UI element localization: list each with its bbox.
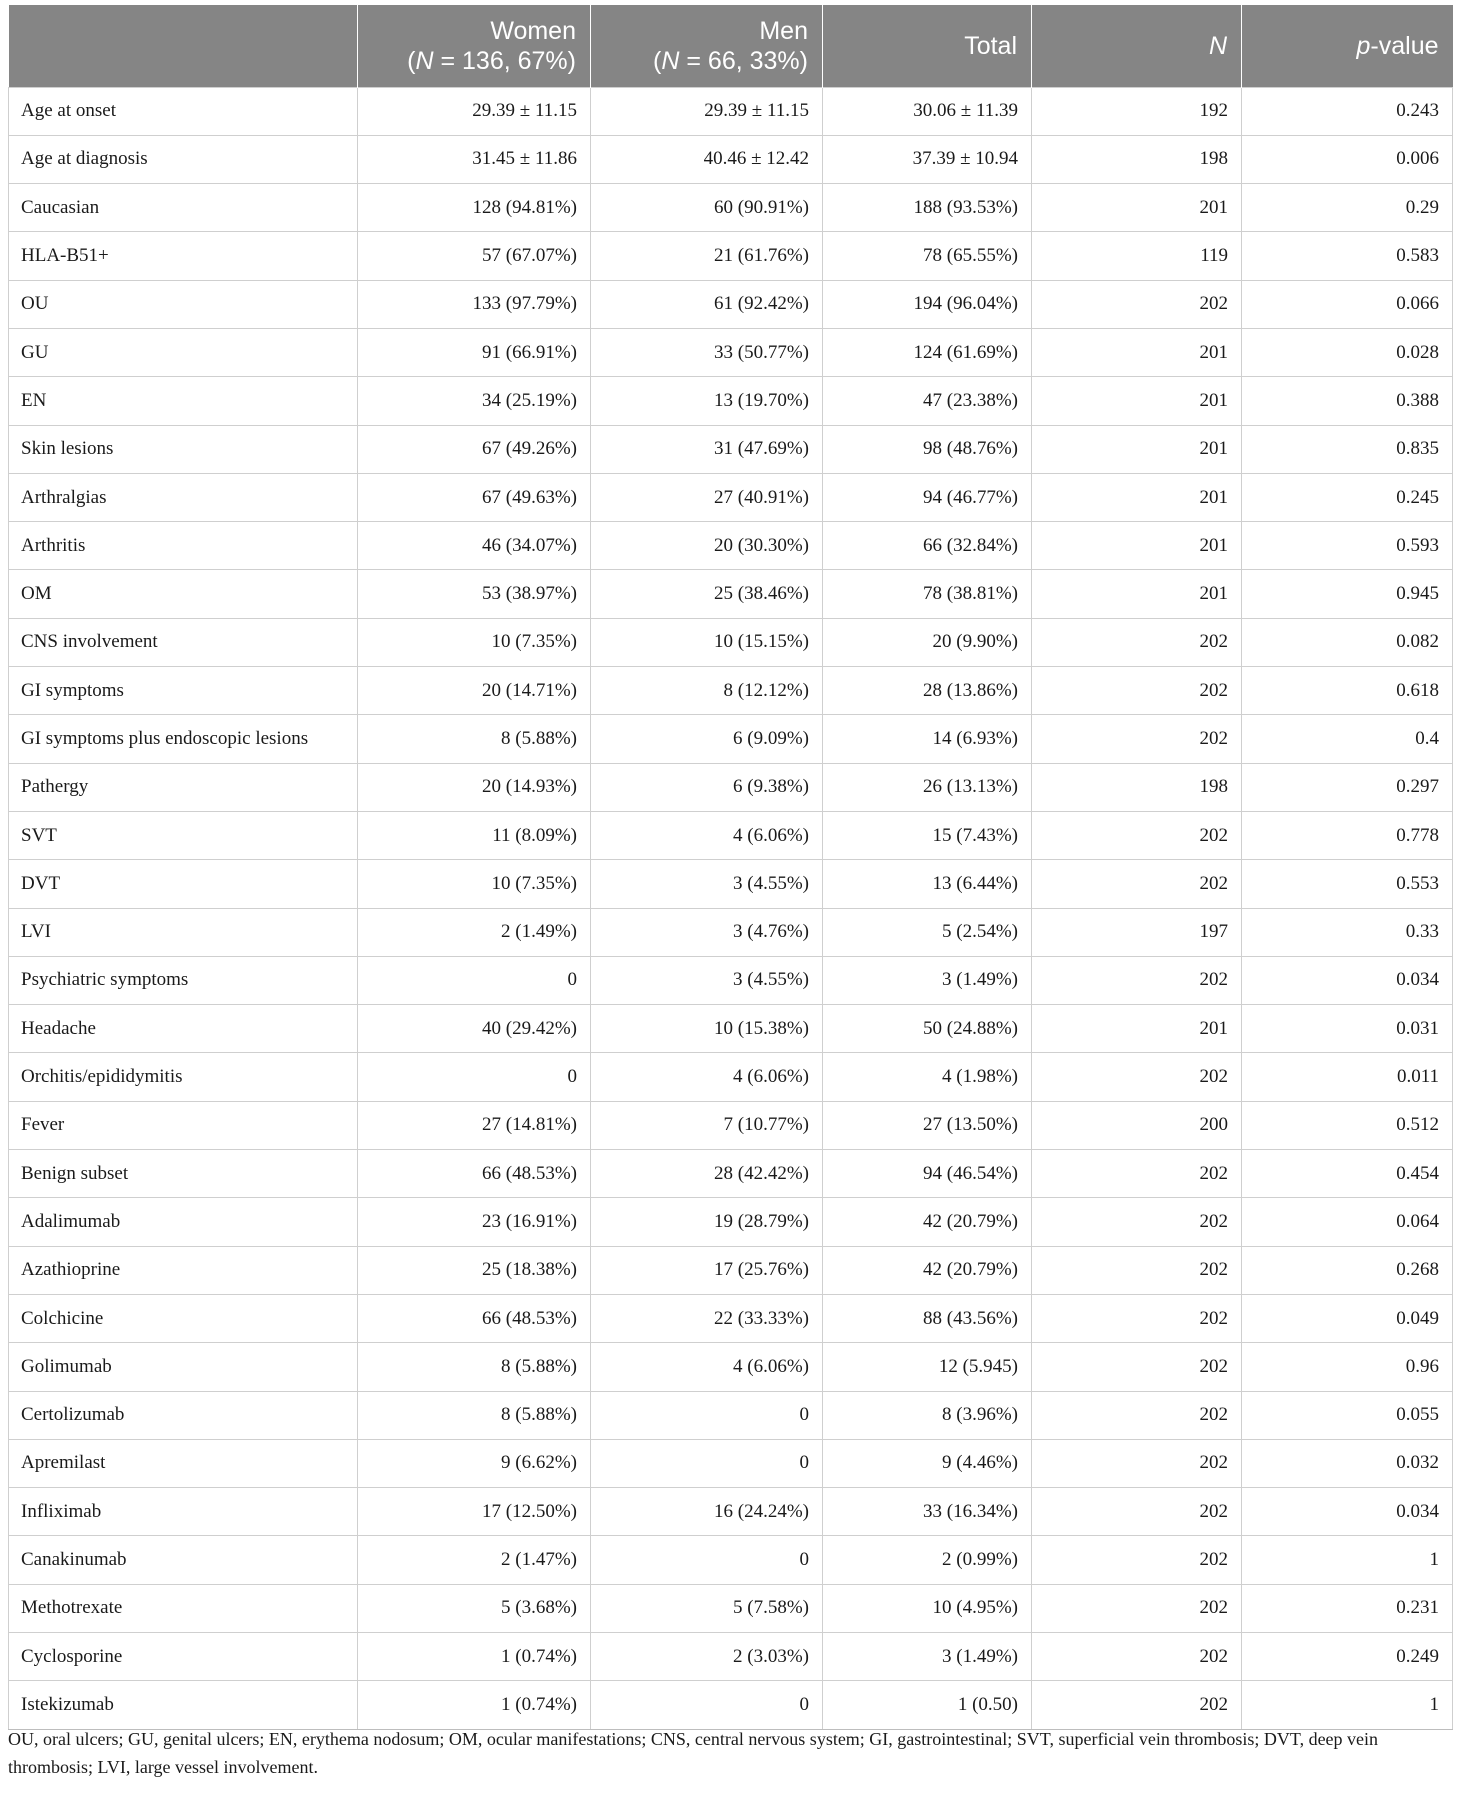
cell-women: 2 (1.47%) [358, 1536, 591, 1584]
table-row [9, 1150, 1453, 1198]
cell-men: 0 [591, 1439, 823, 1487]
cell-variable: Golimumab [9, 1343, 358, 1391]
cell-total: 50 (24.88%) [823, 1005, 1032, 1053]
table-row [9, 473, 1453, 521]
cell-variable: Colchicine [9, 1294, 358, 1342]
cell-p-value: 0.031 [1242, 1005, 1453, 1053]
cell-n: 119 [1032, 232, 1242, 280]
table-row [9, 1246, 1453, 1294]
cell-total: 28 (13.86%) [823, 667, 1032, 715]
cell-p-value: 0.388 [1242, 377, 1453, 425]
cell-total: 4 (1.98%) [823, 1053, 1032, 1101]
table-row [9, 908, 1453, 956]
cell-men: 3 (4.55%) [591, 860, 823, 908]
cell-n: 202 [1032, 1294, 1242, 1342]
table-row [9, 425, 1453, 473]
cell-n: 202 [1032, 715, 1242, 763]
table-row [9, 522, 1453, 570]
cell-variable: Cyclosporine [9, 1633, 358, 1681]
cell-men: 13 (19.70%) [591, 377, 823, 425]
cell-total: 88 (43.56%) [823, 1294, 1032, 1342]
cell-variable: Certolizumab [9, 1391, 358, 1439]
cell-p-value: 0.049 [1242, 1294, 1453, 1342]
table-row [9, 860, 1453, 908]
cell-p-value: 0.4 [1242, 715, 1453, 763]
header-men-count: (N = 66, 33%) [653, 46, 808, 75]
cell-men: 60 (90.91%) [591, 184, 823, 232]
cell-p-value: 0.082 [1242, 618, 1453, 666]
cell-women: 66 (48.53%) [358, 1150, 591, 1198]
cell-men: 0 [591, 1536, 823, 1584]
table-row [9, 570, 1453, 618]
header-variable [9, 5, 358, 87]
cell-n: 201 [1032, 570, 1242, 618]
cell-n: 201 [1032, 1005, 1242, 1053]
cell-p-value: 0.028 [1242, 328, 1453, 376]
cell-n: 202 [1032, 1633, 1242, 1681]
cell-variable: Headache [9, 1005, 358, 1053]
cell-n: 202 [1032, 1391, 1242, 1439]
cell-men: 40.46 ± 12.42 [591, 135, 823, 183]
cell-total: 42 (20.79%) [823, 1198, 1032, 1246]
table-row [9, 232, 1453, 280]
table-row [9, 1198, 1453, 1246]
cell-p-value: 0.066 [1242, 280, 1453, 328]
cell-n: 197 [1032, 908, 1242, 956]
cell-n: 201 [1032, 425, 1242, 473]
table-row [9, 1584, 1453, 1632]
cell-variable: Orchitis/epididymitis [9, 1053, 358, 1101]
cell-variable: Infliximab [9, 1488, 358, 1536]
cell-p-value: 0.454 [1242, 1150, 1453, 1198]
cell-n: 192 [1032, 87, 1242, 135]
cell-total: 47 (23.38%) [823, 377, 1032, 425]
cell-n: 202 [1032, 956, 1242, 1004]
cell-total: 98 (48.76%) [823, 425, 1032, 473]
cell-n: 202 [1032, 1584, 1242, 1632]
cell-variable: Canakinumab [9, 1536, 358, 1584]
cell-n: 198 [1032, 135, 1242, 183]
cell-total: 188 (93.53%) [823, 184, 1032, 232]
cell-p-value: 0.297 [1242, 763, 1453, 811]
cell-variable: Apremilast [9, 1439, 358, 1487]
cell-total: 78 (65.55%) [823, 232, 1032, 280]
cell-total: 5 (2.54%) [823, 908, 1032, 956]
cell-men: 22 (33.33%) [591, 1294, 823, 1342]
cell-women: 91 (66.91%) [358, 328, 591, 376]
cell-n: 202 [1032, 618, 1242, 666]
cell-total: 1 (0.50) [823, 1681, 1032, 1729]
cell-p-value: 0.29 [1242, 184, 1453, 232]
cell-p-value: 0.034 [1242, 1488, 1453, 1536]
table-row [9, 763, 1453, 811]
cell-p-value: 0.243 [1242, 87, 1453, 135]
cell-total: 27 (13.50%) [823, 1101, 1032, 1149]
cell-men: 6 (9.38%) [591, 763, 823, 811]
header-women-count: (N = 136, 67%) [407, 46, 576, 75]
cell-total: 15 (7.43%) [823, 811, 1032, 859]
cell-women: 2 (1.49%) [358, 908, 591, 956]
cell-men: 25 (38.46%) [591, 570, 823, 618]
cell-women: 67 (49.63%) [358, 473, 591, 521]
cell-total: 2 (0.99%) [823, 1536, 1032, 1584]
cell-total: 124 (61.69%) [823, 328, 1032, 376]
cell-p-value: 0.96 [1242, 1343, 1453, 1391]
cell-men: 4 (6.06%) [591, 811, 823, 859]
cell-p-value: 0.231 [1242, 1584, 1453, 1632]
table-row [9, 328, 1453, 376]
cell-women: 20 (14.71%) [358, 667, 591, 715]
cell-women: 8 (5.88%) [358, 1343, 591, 1391]
cell-women: 29.39 ± 11.15 [358, 87, 591, 135]
table-row [9, 618, 1453, 666]
cell-total: 33 (16.34%) [823, 1488, 1032, 1536]
cell-men: 20 (30.30%) [591, 522, 823, 570]
header-n: N [1032, 5, 1242, 87]
cell-variable: Arthritis [9, 522, 358, 570]
cell-men: 3 (4.76%) [591, 908, 823, 956]
cell-n: 201 [1032, 184, 1242, 232]
cell-n: 201 [1032, 522, 1242, 570]
cell-n: 198 [1032, 763, 1242, 811]
cell-n: 202 [1032, 1343, 1242, 1391]
table-row [9, 280, 1453, 328]
cell-variable: Azathioprine [9, 1246, 358, 1294]
cell-p-value: 0.245 [1242, 473, 1453, 521]
cell-men: 29.39 ± 11.15 [591, 87, 823, 135]
cell-variable: OU [9, 280, 358, 328]
cell-n: 202 [1032, 1246, 1242, 1294]
table-row [9, 377, 1453, 425]
cell-men: 0 [591, 1391, 823, 1439]
header-women-label: Women [490, 16, 576, 45]
table-row [9, 811, 1453, 859]
cell-total: 10 (4.95%) [823, 1584, 1032, 1632]
cell-p-value: 0.945 [1242, 570, 1453, 618]
cell-variable: Pathergy [9, 763, 358, 811]
cell-men: 2 (3.03%) [591, 1633, 823, 1681]
cell-variable: Istekizumab [9, 1681, 358, 1729]
cell-variable: GI symptoms plus endoscopic lesions [9, 715, 358, 763]
cell-p-value: 0.33 [1242, 908, 1453, 956]
table-body [9, 87, 1453, 1729]
cell-variable: OM [9, 570, 358, 618]
cell-women: 20 (14.93%) [358, 763, 591, 811]
cell-p-value: 1 [1242, 1681, 1453, 1729]
table-row [9, 1536, 1453, 1584]
header-women [358, 5, 591, 87]
cell-p-value: 0.064 [1242, 1198, 1453, 1246]
cell-women: 40 (29.42%) [358, 1005, 591, 1053]
cell-variable: Fever [9, 1101, 358, 1149]
cell-women: 23 (16.91%) [358, 1198, 591, 1246]
table-row [9, 1391, 1453, 1439]
cell-men: 27 (40.91%) [591, 473, 823, 521]
table-row [9, 1294, 1453, 1342]
cell-women: 0 [358, 1053, 591, 1101]
cell-women: 1 (0.74%) [358, 1633, 591, 1681]
table-row [9, 1101, 1453, 1149]
table-row [9, 956, 1453, 1004]
cell-p-value: 0.618 [1242, 667, 1453, 715]
cell-n: 202 [1032, 667, 1242, 715]
cell-variable: SVT [9, 811, 358, 859]
cell-women: 10 (7.35%) [358, 618, 591, 666]
cell-n: 200 [1032, 1101, 1242, 1149]
cell-n: 201 [1032, 377, 1242, 425]
table-row [9, 1343, 1453, 1391]
cell-variable: Arthralgias [9, 473, 358, 521]
cell-total: 3 (1.49%) [823, 1633, 1032, 1681]
table-footnote: OU, oral ulcers; GU, genital ulcers; EN, erythema nodosum; OM, ocular manifestations; CNS, central nervous system; GI, gastrointestinal; SVT, superficial vein thrombosis; DVT, deep vein thrombosis; LVI, large vessel involvement. [8, 1729, 1379, 1777]
cell-p-value: 0.835 [1242, 425, 1453, 473]
cell-women: 46 (34.07%) [358, 522, 591, 570]
cell-women: 17 (12.50%) [358, 1488, 591, 1536]
cell-total: 3 (1.49%) [823, 956, 1032, 1004]
cell-n: 202 [1032, 280, 1242, 328]
cell-n: 201 [1032, 328, 1242, 376]
cell-total: 20 (9.90%) [823, 618, 1032, 666]
cell-variable: LVI [9, 908, 358, 956]
table-row [9, 1488, 1453, 1536]
cell-total: 9 (4.46%) [823, 1439, 1032, 1487]
table-row [9, 715, 1453, 763]
header-men-label: Men [759, 16, 808, 45]
cell-total: 12 (5.945) [823, 1343, 1032, 1391]
cell-variable: Age at diagnosis [9, 135, 358, 183]
cell-women: 11 (8.09%) [358, 811, 591, 859]
cell-p-value: 0.778 [1242, 811, 1453, 859]
cell-total: 26 (13.13%) [823, 763, 1032, 811]
cell-women: 8 (5.88%) [358, 715, 591, 763]
cell-men: 33 (50.77%) [591, 328, 823, 376]
cell-total: 78 (38.81%) [823, 570, 1032, 618]
cell-women: 10 (7.35%) [358, 860, 591, 908]
cell-men: 10 (15.38%) [591, 1005, 823, 1053]
cell-women: 66 (48.53%) [358, 1294, 591, 1342]
cell-n: 202 [1032, 1681, 1242, 1729]
table-row [9, 1439, 1453, 1487]
cell-men: 28 (42.42%) [591, 1150, 823, 1198]
cell-variable: GI symptoms [9, 667, 358, 715]
cell-women: 67 (49.26%) [358, 425, 591, 473]
header-men [591, 5, 823, 87]
cell-p-value: 0.055 [1242, 1391, 1453, 1439]
cell-total: 94 (46.54%) [823, 1150, 1032, 1198]
table-row [9, 1005, 1453, 1053]
cell-n: 202 [1032, 1536, 1242, 1584]
cell-men: 5 (7.58%) [591, 1584, 823, 1632]
cell-women: 128 (94.81%) [358, 184, 591, 232]
cell-men: 61 (92.42%) [591, 280, 823, 328]
cell-total: 94 (46.77%) [823, 473, 1032, 521]
cell-men: 19 (28.79%) [591, 1198, 823, 1246]
cell-n: 201 [1032, 473, 1242, 521]
cell-total: 66 (32.84%) [823, 522, 1032, 570]
cell-women: 25 (18.38%) [358, 1246, 591, 1294]
table-row [9, 184, 1453, 232]
cell-p-value: 0.006 [1242, 135, 1453, 183]
cell-variable: Adalimumab [9, 1198, 358, 1246]
header-row [9, 5, 1453, 87]
cell-women: 0 [358, 956, 591, 1004]
cell-women: 8 (5.88%) [358, 1391, 591, 1439]
cell-men: 4 (6.06%) [591, 1053, 823, 1101]
cell-p-value: 0.512 [1242, 1101, 1453, 1149]
cell-p-value: 0.032 [1242, 1439, 1453, 1487]
cell-n: 202 [1032, 1439, 1242, 1487]
header-total: Total [823, 5, 1032, 87]
cell-variable: HLA-B51+ [9, 232, 358, 280]
cell-variable: EN [9, 377, 358, 425]
cell-variable: CNS involvement [9, 618, 358, 666]
cell-p-value: 0.593 [1242, 522, 1453, 570]
cell-women: 57 (67.07%) [358, 232, 591, 280]
cell-women: 5 (3.68%) [358, 1584, 591, 1632]
cell-total: 194 (96.04%) [823, 280, 1032, 328]
cell-n: 202 [1032, 860, 1242, 908]
cell-men: 7 (10.77%) [591, 1101, 823, 1149]
cell-women: 9 (6.62%) [358, 1439, 591, 1487]
characteristics-table [8, 5, 1453, 1730]
cell-men: 16 (24.24%) [591, 1488, 823, 1536]
cell-p-value: 0.011 [1242, 1053, 1453, 1101]
cell-n: 202 [1032, 1053, 1242, 1101]
cell-n: 202 [1032, 1198, 1242, 1246]
cell-variable: Caucasian [9, 184, 358, 232]
cell-variable: Skin lesions [9, 425, 358, 473]
cell-women: 133 (97.79%) [358, 280, 591, 328]
cell-total: 37.39 ± 10.94 [823, 135, 1032, 183]
cell-total: 30.06 ± 11.39 [823, 87, 1032, 135]
cell-men: 3 (4.55%) [591, 956, 823, 1004]
table-row [9, 1053, 1453, 1101]
header-p-value: p-value [1242, 5, 1453, 87]
cell-variable: Psychiatric symptoms [9, 956, 358, 1004]
cell-women: 1 (0.74%) [358, 1681, 591, 1729]
cell-n: 202 [1032, 811, 1242, 859]
cell-women: 31.45 ± 11.86 [358, 135, 591, 183]
cell-men: 8 (12.12%) [591, 667, 823, 715]
cell-variable: Methotrexate [9, 1584, 358, 1632]
table-header [9, 5, 1453, 87]
cell-variable: Benign subset [9, 1150, 358, 1198]
table-row [9, 135, 1453, 183]
table-row [9, 667, 1453, 715]
cell-p-value: 0.583 [1242, 232, 1453, 280]
cell-men: 4 (6.06%) [591, 1343, 823, 1391]
cell-total: 14 (6.93%) [823, 715, 1032, 763]
cell-n: 202 [1032, 1150, 1242, 1198]
cell-men: 10 (15.15%) [591, 618, 823, 666]
cell-p-value: 0.249 [1242, 1633, 1453, 1681]
cell-total: 13 (6.44%) [823, 860, 1032, 908]
cell-men: 17 (25.76%) [591, 1246, 823, 1294]
cell-variable: GU [9, 328, 358, 376]
cell-men: 6 (9.09%) [591, 715, 823, 763]
cell-men: 21 (61.76%) [591, 232, 823, 280]
table-row [9, 87, 1453, 135]
cell-men: 0 [591, 1681, 823, 1729]
cell-total: 8 (3.96%) [823, 1391, 1032, 1439]
cell-men: 31 (47.69%) [591, 425, 823, 473]
cell-variable: DVT [9, 860, 358, 908]
cell-women: 53 (38.97%) [358, 570, 591, 618]
cell-p-value: 0.268 [1242, 1246, 1453, 1294]
cell-women: 27 (14.81%) [358, 1101, 591, 1149]
cell-p-value: 0.553 [1242, 860, 1453, 908]
cell-n: 202 [1032, 1488, 1242, 1536]
cell-women: 34 (25.19%) [358, 377, 591, 425]
cell-variable: Age at onset [9, 87, 358, 135]
table-row [9, 1633, 1453, 1681]
cell-total: 42 (20.79%) [823, 1246, 1032, 1294]
cell-p-value: 1 [1242, 1536, 1453, 1584]
cell-p-value: 0.034 [1242, 956, 1453, 1004]
table-row [9, 1681, 1453, 1729]
